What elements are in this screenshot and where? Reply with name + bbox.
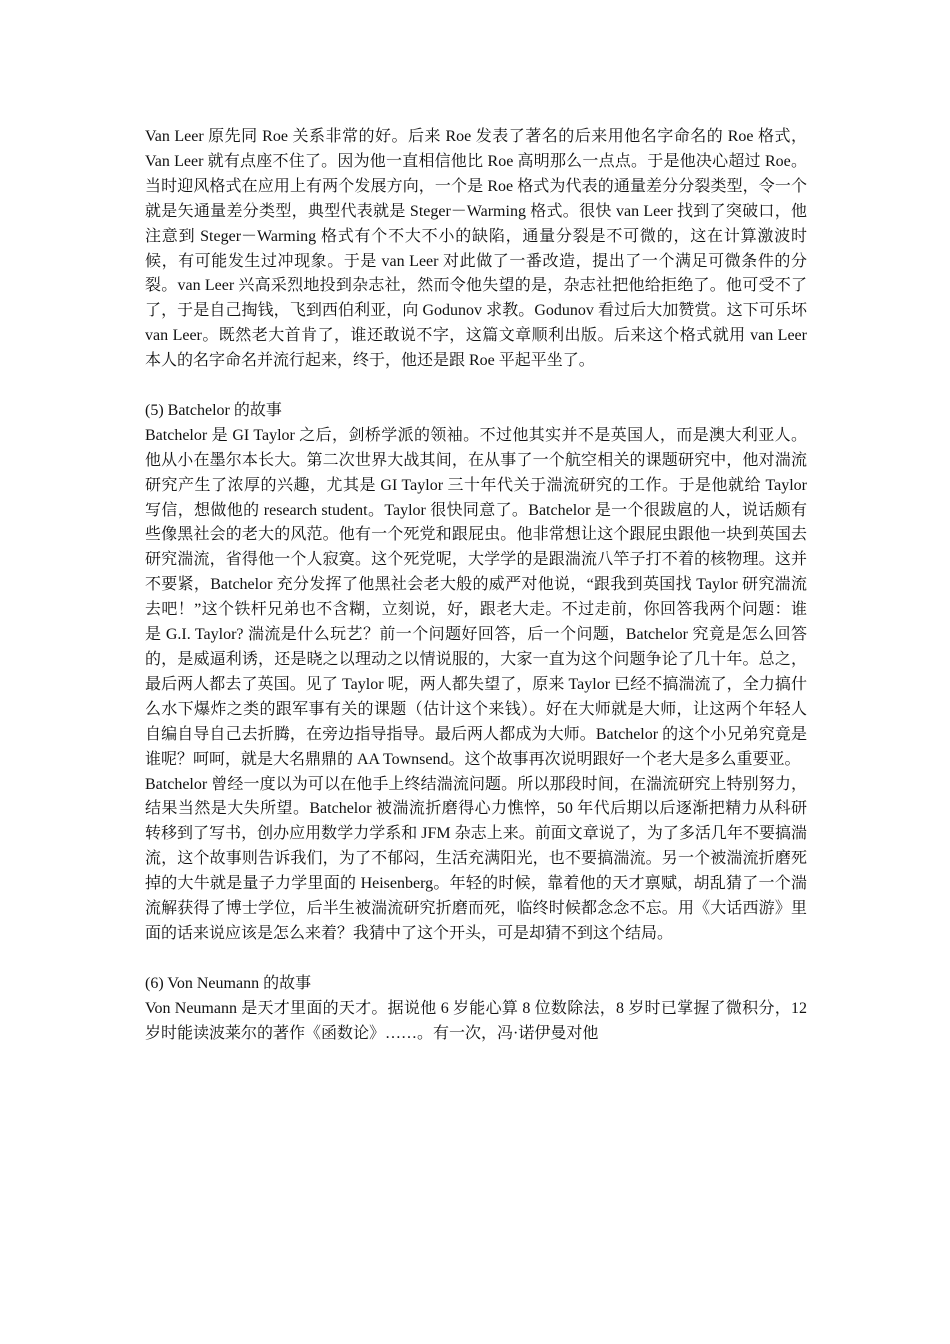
section-heading-von-neumann: (6) Von Neumann 的故事 (145, 974, 312, 992)
paragraph-von-neumann-story: Von Neumann 是天才里面的天才。据说他 6 岁能心算 8 位数除法，8 岁时已掌握了微积分，12 岁时能读波莱尔的著作《函数论》……。有一次，冯·诺伊曼对他 (145, 999, 807, 1042)
paragraph-batchelor-story: Batchelor 是 GI Taylor 之后，剑桥学派的领袖。不过他其实并不是英国人，而是澳大利亚人。他从小在墨尔本长大。第二次世界大战其间，在从事了一个航空相关的课题研究中，他对湍流研究产生了浓厚的兴趣，尤其是 GI Taylor 三十年代关于湍流研究的工作。于是他就给 Taylor 写信，想做他的 research student。Taylor 很快同意了。Batchelor 是一个很跋扈的人，说话颇有些像黑社会的老大的风范。他有一个死党和跟屁虫。他非常想让这个跟屁虫跟他一块到英国去研究湍流，省得他一个人寂寞。这个死党呢，大学学的是跟湍流八竿子打不着的核物理。这并不要紧，Batchelor 充分发挥了他黑社会老大般的威严对他说，“跟我到英国找 Taylor 研究湍流去吧！”这个铁杆兄弟也不含糊，立刻说，好，跟老大走。不过走前，你回答我两个问题：谁是 G.I. Taylor? 湍流是什么玩艺？前一个问题好回答，后一个问题，Batchelor 究竟是怎么回答的，是威逼利诱，还是晓之以理动之以情说服的，大家一直为这个问题争论了几十年。总之，最后两人都去了英国。见了 Taylor 呢，两人都失望了，原来 Taylor 已经不搞湍流了，全力搞什么水下爆炸之类的跟军事有关的课题（估计这个来钱）。好在大师就是大师，让这两个年轻人自编自导自己去折腾，在旁边指导指导。最后两人都成为大师。Batchelor 的这个小兄弟究竟是谁呢？呵呵，就是大名鼎鼎的 AA Townsend。这个故事再次说明跟好一个老大是多么重要亚。 (145, 426, 807, 768)
paragraph-gap (145, 947, 807, 972)
section-heading-batchelor: (5) Batchelor 的故事 (145, 401, 282, 419)
paragraph-van-leer-story: Van Leer 原先同 Roe 关系非常的好。后来 Roe 发表了著名的后来用他名字命名的 Roe 格式，Van Leer 就有点座不住了。因为他一直相信他比 Roe 高明那么一点点。于是他决心超过 Roe。当时迎风格式在应用上有两个发展方向，一个是 Roe 格式为代表的通量差分分裂类型，令一个就是矢通量差分类型，典型代表就是 Steger－Warming 格式。很快 van Leer 找到了突破口，他注意到 Steger－Warming 格式有个不大不小的缺陷，通量分裂是不可微的，这在计算激波时候，有可能发生过冲现象。于是 van Leer 对此做了一番改造，提出了一个满足可微条件的分裂。van Leer 兴高采烈地投到杂志社，然而令他失望的是，杂志社把他给拒绝了。他可受不了了，于是自己掏钱，飞到西伯利亚，向 Godunov 求教。Godunov 看过后大加赞赏。这下可乐坏 van Leer。既然老大首肯了，谁还敢说不字，这篇文章顺利出版。后来这个格式就用 van Leer 本人的名字命名并流行起来，终于，他还是跟 Roe 平起平坐了。 (145, 128, 807, 370)
paragraph-batchelor-turbulence: Batchelor 曾经一度以为可以在他手上终结湍流问题。所以那段时间，在湍流研究上特别努力，结果当然是大失所望。Batchelor 被湍流折磨得心力憔悴，50 年代后期以后逐渐把精力从科研转移到了写书，创办应用数学力学系和 JFM 杂志上来。前面文章说了，为了多活几年不要搞湍流，这个故事则告诉我们，为了不郁闷，生活充满阳光，也不要搞湍流。另一个被湍流折磨死掉的大牛就是量子力学里面的 Heisenberg。年轻的时候，靠着他的天才禀赋，胡乱猜了一个湍流解获得了博士学位，后半生被湍流研究折磨而死，临终时候都念念不忘。用《大话西游》里面的话来说应该是怎么来着？我猜中了这个开头，可是却猜不到这个结局。 (145, 775, 807, 942)
paragraph-gap (145, 374, 807, 399)
document-page (145, 125, 807, 1047)
